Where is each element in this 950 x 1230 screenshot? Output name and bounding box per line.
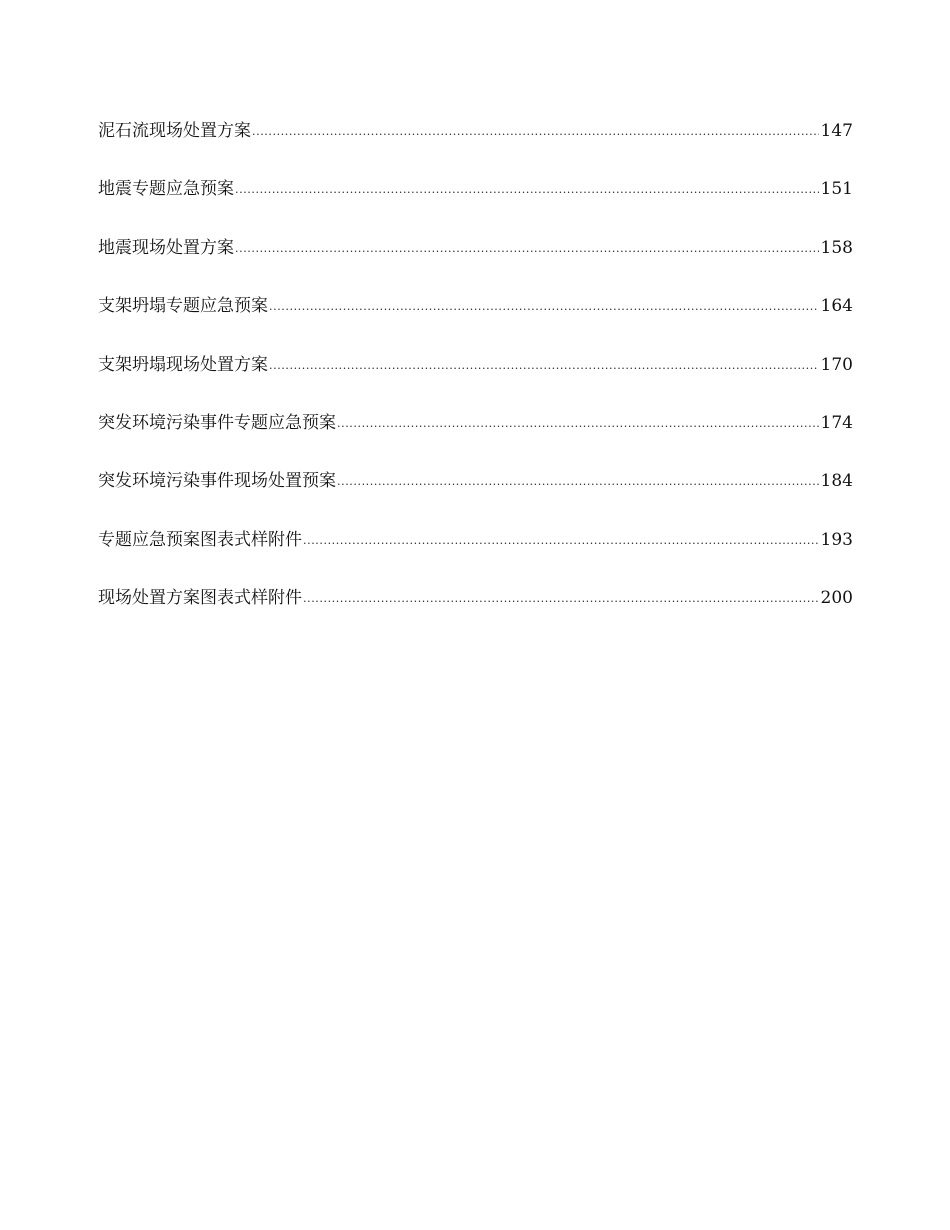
toc-entry[interactable]	[98, 234, 853, 292]
toc-entry-title: 泥石流现场处置方案	[98, 121, 251, 141]
toc-dot-leader	[337, 410, 819, 438]
toc-entry[interactable]	[98, 467, 853, 525]
toc-page-number: 174	[820, 412, 853, 433]
toc-entry[interactable]	[98, 351, 853, 409]
toc-page-number: 170	[820, 354, 853, 375]
toc-entry-title: 突发环境污染事件专题应急预案	[98, 412, 336, 433]
toc-entry-title: 突发环境污染事件现场处置预案	[98, 471, 336, 492]
toc-entry[interactable]	[98, 175, 853, 233]
toc-page-number: 193	[820, 529, 853, 550]
toc-entry[interactable]	[98, 292, 853, 350]
toc-page-number: 200	[820, 588, 853, 609]
toc-dot-leader	[337, 468, 819, 496]
toc-entry-title: 地震现场处置方案	[98, 237, 234, 258]
toc-dot-leader	[269, 352, 819, 380]
toc-page-number: 164	[820, 296, 853, 317]
toc-page-number: 151	[820, 179, 853, 200]
toc-page-number: 158	[820, 237, 853, 258]
toc-dot-leader	[269, 293, 819, 321]
toc-entry-title: 地震专题应急预案	[98, 179, 234, 200]
toc-entry-title: 支架坍塌专题应急预案	[98, 296, 268, 317]
toc-page-number: 184	[820, 471, 853, 492]
toc-entry[interactable]	[98, 526, 853, 584]
toc-entry[interactable]	[98, 584, 853, 642]
toc-dot-leader	[235, 176, 819, 204]
toc-dot-leader	[252, 118, 819, 146]
toc-entry-title: 支架坍塌现场处置方案	[98, 354, 268, 375]
toc-entry[interactable]	[98, 409, 853, 467]
table-of-contents	[98, 117, 853, 643]
toc-dot-leader	[303, 527, 819, 555]
toc-dot-leader	[235, 235, 819, 263]
toc-page-number: 147	[820, 121, 853, 141]
toc-entry-title: 现场处置方案图表式样附件	[98, 588, 302, 609]
toc-dot-leader	[303, 585, 819, 613]
toc-entry-title: 专题应急预案图表式样附件	[98, 529, 302, 550]
toc-entry[interactable]	[98, 117, 853, 175]
